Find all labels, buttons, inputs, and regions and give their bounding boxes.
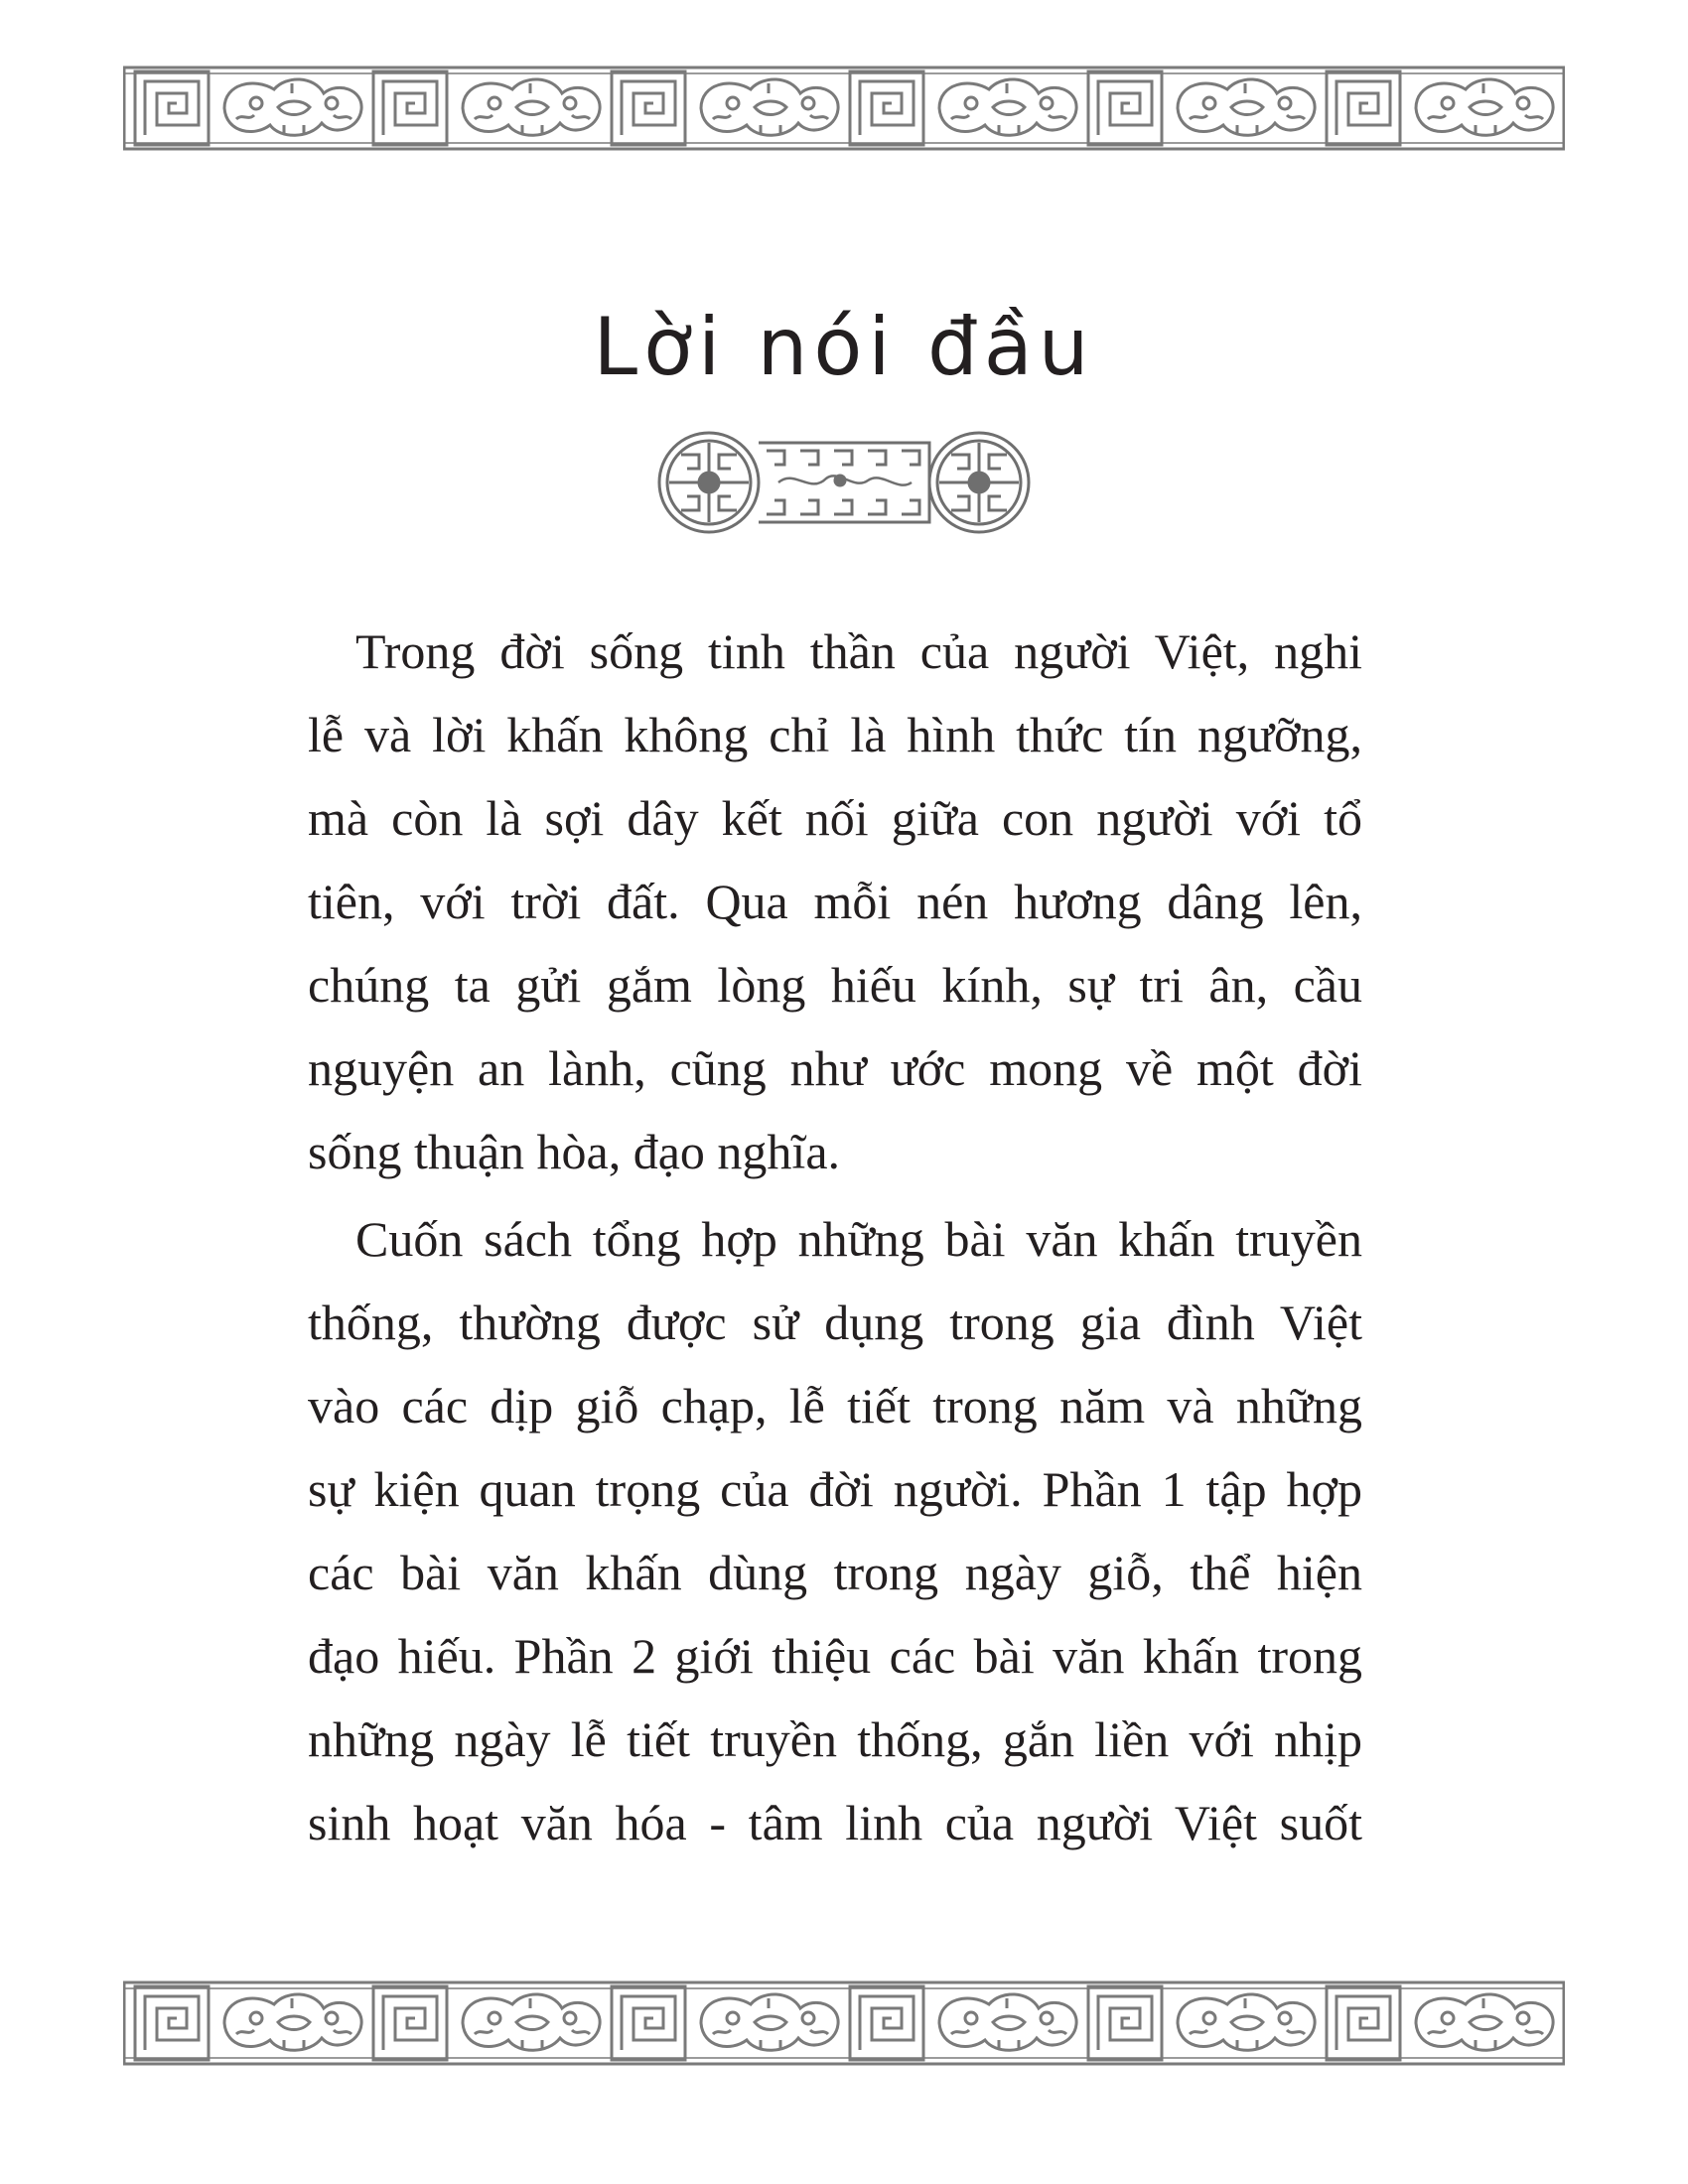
bottom-ornamental-border-icon xyxy=(123,1979,1565,2068)
text-line: thống, thường được sử dụng trong gia đình Việt xyxy=(308,1295,1362,1350)
text-line: nguyện an lành, cũng như ước mong về một đời xyxy=(308,1040,1362,1096)
text-line: lễ và lời khấn không chỉ là hình thức tín ngưỡng, xyxy=(308,707,1362,762)
text-line: vào các dịp giỗ chạp, lễ tiết trong năm và những xyxy=(308,1378,1362,1433)
text-line: đạo hiếu. Phần 2 giới thiệu các bài văn khấn trong xyxy=(308,1628,1362,1684)
text-line: sinh hoạt văn hóa - tâm linh của người Việt suốt xyxy=(308,1795,1362,1850)
title-medallion-ornament-icon xyxy=(655,429,1033,536)
text-line: tiên, với trời đất. Qua mỗi nén hương dâng lên, xyxy=(308,874,1362,929)
text-line: sự kiện quan trọng của đời người. Phần 1 tập hợp xyxy=(308,1461,1362,1517)
preface-body xyxy=(308,610,1362,1868)
paragraph-1 xyxy=(308,610,1362,1193)
top-ornamental-border-icon xyxy=(123,64,1565,153)
text-line: Cuốn sách tổng hợp những bài văn khấn truyền xyxy=(355,1211,1362,1267)
text-line: sống thuận hòa, đạo nghĩa. xyxy=(308,1124,841,1179)
text-line: các bài văn khấn dùng trong ngày giỗ, thể hiện xyxy=(308,1545,1362,1600)
text-line: mà còn là sợi dây kết nối giữa con người với tổ xyxy=(308,790,1362,846)
text-line: những ngày lễ tiết truyền thống, gắn liền với nhịp xyxy=(308,1711,1362,1767)
text-line: chúng ta gửi gắm lòng hiếu kính, sự tri ân, cầu xyxy=(308,957,1362,1013)
text-line: Trong đời sống tinh thần của người Việt, nghi xyxy=(355,623,1362,679)
page-title: Lời nói đầu xyxy=(593,301,1095,393)
paragraph-2 xyxy=(308,1197,1362,1864)
